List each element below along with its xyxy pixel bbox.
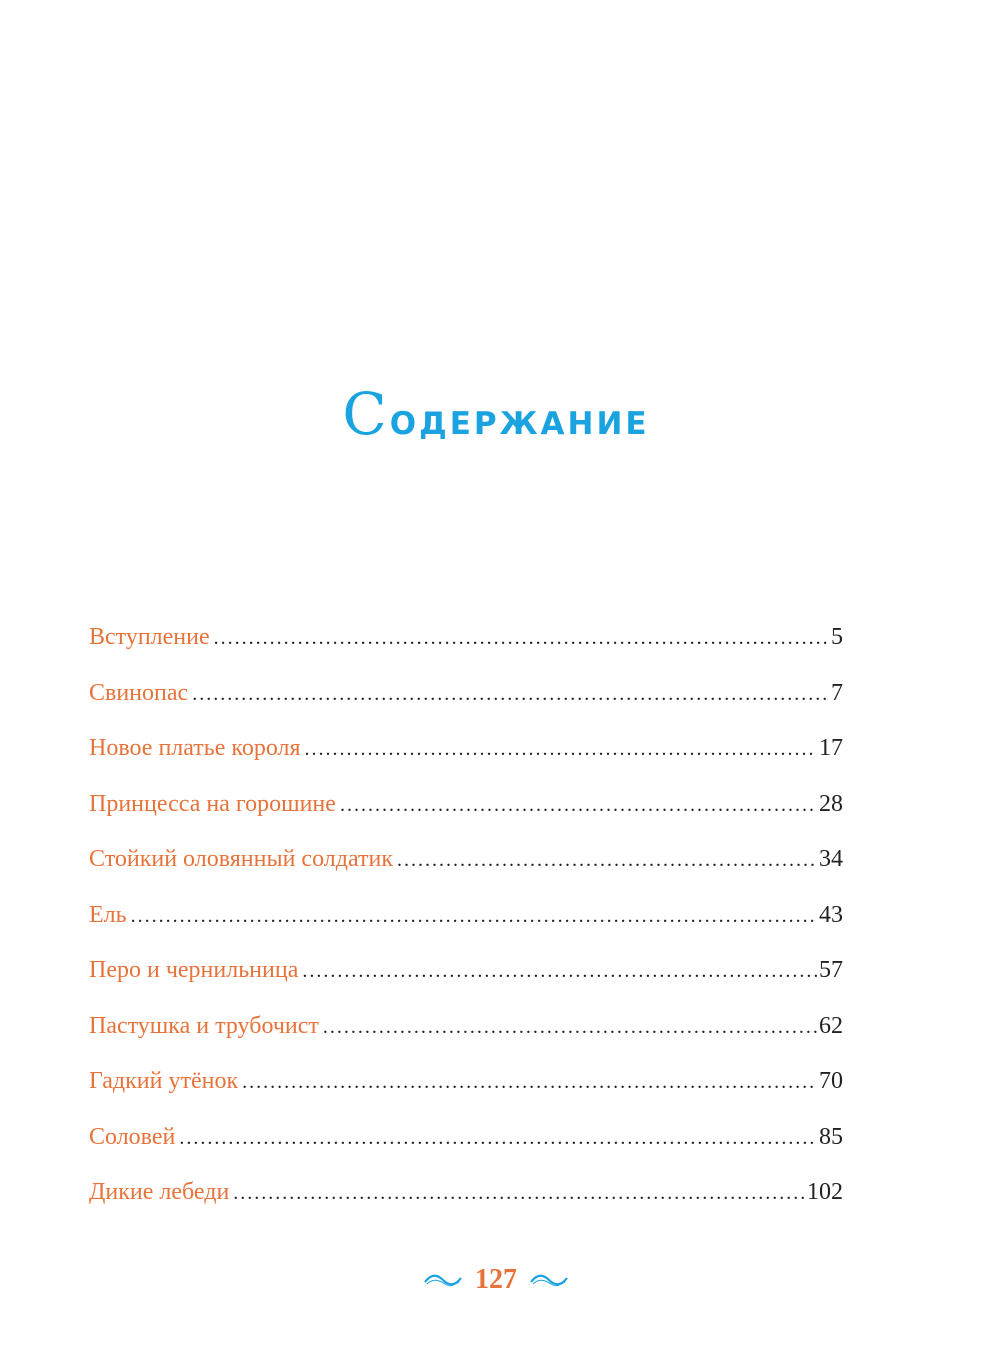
toc-entry[interactable]	[89, 1124, 843, 1180]
toc-entry[interactable]	[89, 680, 843, 736]
toc-entry[interactable]	[89, 624, 843, 680]
table-of-contents	[89, 624, 843, 1235]
dot-leader	[242, 1071, 817, 1094]
dot-leader	[302, 960, 817, 983]
toc-entry-page: 7	[831, 679, 843, 706]
toc-entry-title: Гадкий утёнок	[89, 1068, 239, 1094]
dot-leader	[179, 1127, 817, 1150]
dot-leader	[323, 1016, 817, 1039]
toc-entry[interactable]	[89, 846, 843, 902]
toc-entry-title: Стойкий оловянный солдатик	[89, 846, 393, 872]
toc-entry-title: Новое платье короля	[89, 735, 301, 761]
page-footer	[0, 1264, 992, 1296]
toc-entry-title: Ель	[89, 901, 127, 928]
toc-entry-page: 28	[819, 790, 843, 817]
toc-entry-title: Перо и чернильница	[89, 957, 299, 983]
dot-leader	[214, 627, 829, 650]
page-title	[0, 380, 992, 448]
dot-leader	[397, 849, 817, 872]
right-swirl-ornament-icon	[529, 1272, 569, 1288]
toc-entry-page: 85	[819, 1123, 843, 1150]
toc-entry-page: 102	[807, 1179, 843, 1205]
toc-entry-page: 34	[819, 846, 843, 872]
toc-entry-page: 17	[819, 735, 843, 761]
toc-entry-title: Дикие лебеди	[89, 1179, 230, 1205]
toc-entry[interactable]	[89, 1179, 843, 1235]
dot-leader	[340, 794, 817, 817]
toc-entry-page: 62	[819, 1012, 843, 1039]
toc-entry[interactable]	[89, 957, 843, 1013]
dot-leader	[192, 683, 829, 706]
toc-entry-title: Вступление	[89, 624, 210, 650]
toc-entry-page: 57	[819, 957, 843, 983]
dot-leader	[131, 905, 817, 928]
toc-entry-title: Принцесса на горошине	[89, 790, 336, 817]
toc-entry-title: Свинопас	[89, 679, 189, 706]
toc-entry-title: Соловей	[89, 1123, 176, 1150]
page-number: 127	[475, 1264, 517, 1295]
dot-leader	[305, 738, 817, 761]
toc-entry[interactable]	[89, 1013, 843, 1069]
toc-entry-page: 43	[819, 901, 843, 928]
toc-entry-page: 70	[819, 1068, 843, 1094]
toc-entry[interactable]	[89, 791, 843, 847]
toc-entry[interactable]	[89, 735, 843, 791]
toc-entry-title: Пастушка и трубочист	[89, 1012, 319, 1039]
toc-entry-page: 5	[831, 624, 843, 650]
toc-entry[interactable]	[89, 902, 843, 958]
dot-leader	[233, 1182, 805, 1205]
title-rest: одержание	[389, 394, 650, 445]
title-initial: С	[342, 380, 390, 448]
left-swirl-ornament-icon	[423, 1272, 463, 1288]
toc-entry[interactable]	[89, 1068, 843, 1124]
